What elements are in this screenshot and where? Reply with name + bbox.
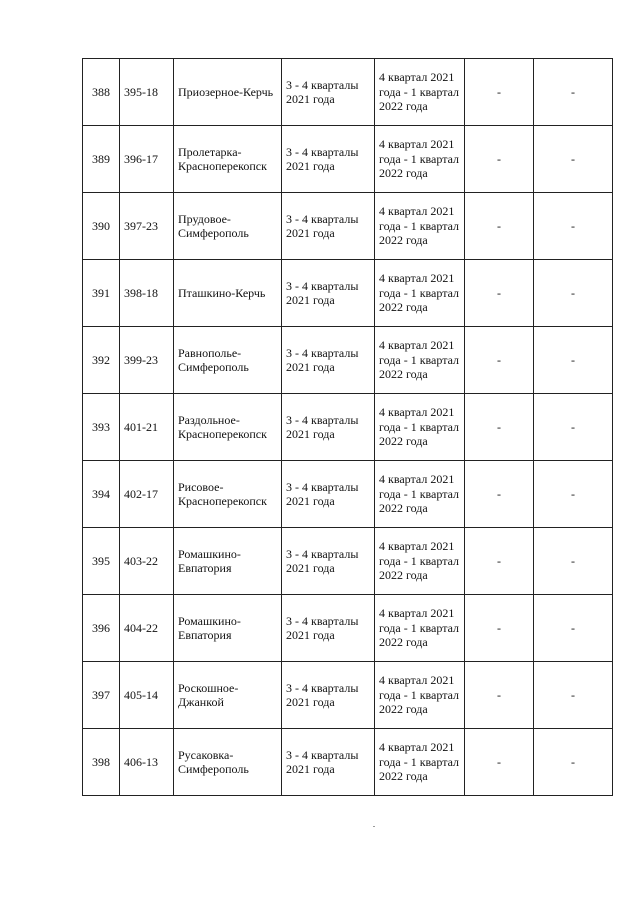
route-code: 403-22 xyxy=(120,528,174,595)
row-number: 397 xyxy=(83,662,120,729)
implementation-cell: 4 квартал 2021 года - 1 квартал 2022 года xyxy=(375,126,465,193)
table-row xyxy=(83,327,613,394)
row-number: 396 xyxy=(83,595,120,662)
period-cell: 3 - 4 кварталы 2021 года xyxy=(282,327,375,394)
route-code: 399-23 xyxy=(120,327,174,394)
row-number: 398 xyxy=(83,729,120,796)
dash-cell: - xyxy=(465,126,534,193)
implementation-cell: 4 квартал 2021 года - 1 квартал 2022 года xyxy=(375,394,465,461)
routes-table xyxy=(82,58,613,796)
dash-cell: - xyxy=(534,193,613,260)
period-cell: 3 - 4 кварталы 2021 года xyxy=(282,528,375,595)
row-number: 390 xyxy=(83,193,120,260)
table-row xyxy=(83,528,613,595)
dash-cell: - xyxy=(534,394,613,461)
period-cell: 3 - 4 кварталы 2021 года xyxy=(282,461,375,528)
route-name: Прудовое-Симферополь xyxy=(174,193,282,260)
route-name: Раздольное-Красноперекопск xyxy=(174,394,282,461)
dash-cell: - xyxy=(534,729,613,796)
dash-cell: - xyxy=(465,595,534,662)
implementation-cell: 4 квартал 2021 года - 1 квартал 2022 года xyxy=(375,193,465,260)
dash-cell: - xyxy=(465,662,534,729)
dash-cell: - xyxy=(465,327,534,394)
dash-cell: - xyxy=(465,260,534,327)
dash-cell: - xyxy=(534,528,613,595)
dash-cell: - xyxy=(465,729,534,796)
implementation-cell: 4 квартал 2021 года - 1 квартал 2022 года xyxy=(375,327,465,394)
implementation-cell: 4 квартал 2021 года - 1 квартал 2022 года xyxy=(375,662,465,729)
route-name: Ромашкино-Евпатория xyxy=(174,595,282,662)
implementation-cell: 4 квартал 2021 года - 1 квартал 2022 года xyxy=(375,461,465,528)
row-number: 389 xyxy=(83,126,120,193)
dash-cell: - xyxy=(534,461,613,528)
route-code: 398-18 xyxy=(120,260,174,327)
dash-cell: - xyxy=(465,59,534,126)
implementation-cell: 4 квартал 2021 года - 1 квартал 2022 года xyxy=(375,528,465,595)
implementation-cell: 4 квартал 2021 года - 1 квартал 2022 года xyxy=(375,729,465,796)
row-number: 394 xyxy=(83,461,120,528)
table-row xyxy=(83,461,613,528)
table-row xyxy=(83,394,613,461)
scan-speck xyxy=(373,826,375,827)
route-code: 397-23 xyxy=(120,193,174,260)
implementation-cell: 4 квартал 2021 года - 1 квартал 2022 года xyxy=(375,59,465,126)
route-name: Русаковка-Симферополь xyxy=(174,729,282,796)
period-cell: 3 - 4 кварталы 2021 года xyxy=(282,260,375,327)
table-row xyxy=(83,662,613,729)
row-number: 395 xyxy=(83,528,120,595)
table-row xyxy=(83,193,613,260)
route-name: Роскошное-Джанкой xyxy=(174,662,282,729)
implementation-cell: 4 квартал 2021 года - 1 квартал 2022 года xyxy=(375,260,465,327)
dash-cell: - xyxy=(534,327,613,394)
route-code: 405-14 xyxy=(120,662,174,729)
dash-cell: - xyxy=(465,528,534,595)
route-name: Приозерное-Керчь xyxy=(174,59,282,126)
period-cell: 3 - 4 кварталы 2021 года xyxy=(282,59,375,126)
route-code: 396-17 xyxy=(120,126,174,193)
route-name: Равнополье-Симферополь xyxy=(174,327,282,394)
dash-cell: - xyxy=(465,394,534,461)
table-row xyxy=(83,729,613,796)
period-cell: 3 - 4 кварталы 2021 года xyxy=(282,595,375,662)
route-code: 395-18 xyxy=(120,59,174,126)
row-number: 392 xyxy=(83,327,120,394)
implementation-cell: 4 квартал 2021 года - 1 квартал 2022 года xyxy=(375,595,465,662)
table-row xyxy=(83,595,613,662)
period-cell: 3 - 4 кварталы 2021 года xyxy=(282,126,375,193)
dash-cell: - xyxy=(534,662,613,729)
route-code: 404-22 xyxy=(120,595,174,662)
row-number: 388 xyxy=(83,59,120,126)
route-name: Рисовое-Красноперекопск xyxy=(174,461,282,528)
row-number: 393 xyxy=(83,394,120,461)
route-code: 401-21 xyxy=(120,394,174,461)
table-row xyxy=(83,59,613,126)
dash-cell: - xyxy=(534,595,613,662)
period-cell: 3 - 4 кварталы 2021 года xyxy=(282,729,375,796)
period-cell: 3 - 4 кварталы 2021 года xyxy=(282,193,375,260)
route-code: 406-13 xyxy=(120,729,174,796)
row-number: 391 xyxy=(83,260,120,327)
table-row xyxy=(83,126,613,193)
dash-cell: - xyxy=(465,461,534,528)
route-code: 402-17 xyxy=(120,461,174,528)
dash-cell: - xyxy=(534,126,613,193)
route-name: Ромашкино-Евпатория xyxy=(174,528,282,595)
route-name: Пролетарка-Красноперекопск xyxy=(174,126,282,193)
table-row xyxy=(83,260,613,327)
period-cell: 3 - 4 кварталы 2021 года xyxy=(282,394,375,461)
dash-cell: - xyxy=(534,59,613,126)
period-cell: 3 - 4 кварталы 2021 года xyxy=(282,662,375,729)
dash-cell: - xyxy=(534,260,613,327)
route-name: Пташкино-Керчь xyxy=(174,260,282,327)
dash-cell: - xyxy=(465,193,534,260)
